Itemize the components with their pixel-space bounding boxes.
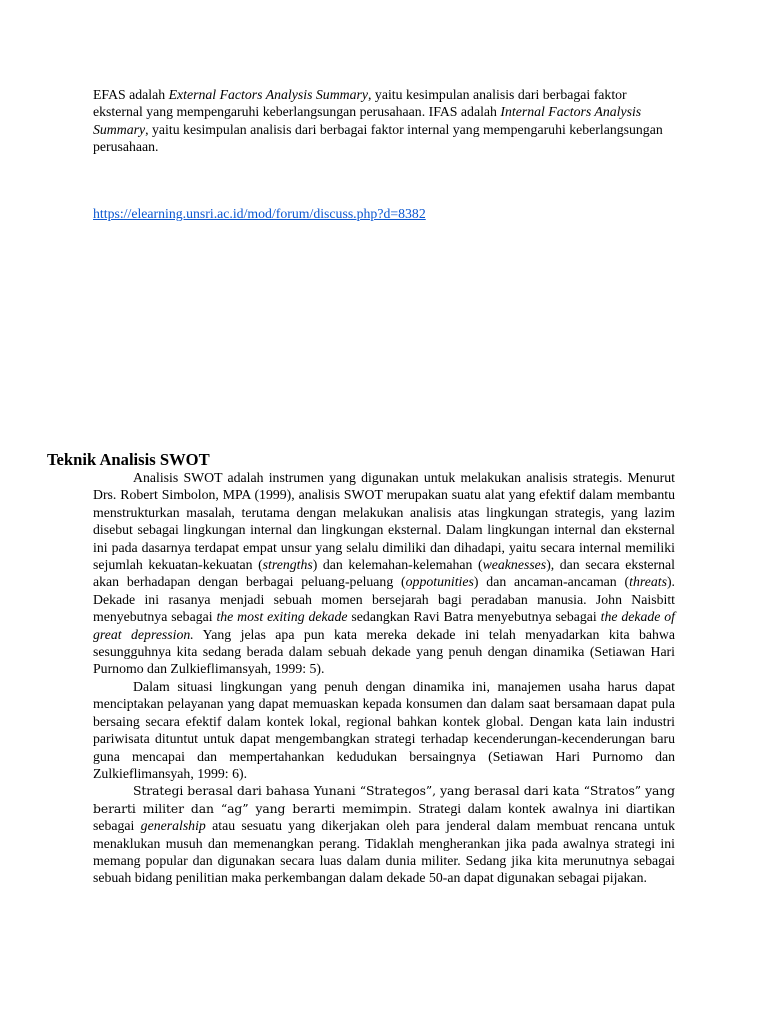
term-threats: threats (629, 574, 667, 590)
p1-text-6: sedangkan Ravi Batra menyebutnya sebagai (347, 609, 601, 625)
p1-text-7: Yang jelas apa pun kata mereka dekade ini telah menyadarkan kita bahwa sesungguhnya kita sedang berada dalam sebuah dekade yang penuh dengan dinamika (Setiawan Hari Purnomo dan Zulkieflimansyah, 1999: 5). (93, 626, 675, 677)
term-strengths: strengths (262, 557, 313, 573)
section-body (93, 469, 675, 887)
p1-text-3: ), dan secara eksternal akan berhadapan dengan berbagai peluang-peluang ( (93, 557, 676, 590)
p3-text-2: Strategi dalam kontek awalnya ini diartikan sebagai (93, 800, 675, 834)
p3-text-3: atau sesuatu yang dikerjakan oleh para jenderal dalam membuat rencana untuk menaklukan musuh dan memenangkan perang. Tidaklah mengherankan jika pada awalnya strategi ini memang popular dan digunakan secara luas dalam dunia militer. Sedang jika kita merunutnya sebagai sebuah bidang penilitian maka perkembangan dalam dekade 50-an dapat digunakan sebagai pijakan. (93, 818, 675, 886)
section-heading: Teknik Analisis SWOT (47, 450, 210, 469)
source-link[interactable]: https://elearning.unsri.ac.id/mod/forum/discuss.php?d=8382 (93, 206, 426, 221)
p1-text-4: ) dan ancaman-ancaman ( (473, 574, 630, 590)
efas-ifas-paragraph (93, 86, 668, 156)
term-opportunities: oppotunities (405, 574, 474, 590)
term-weaknesses: weaknesses (482, 557, 547, 573)
paragraph-strategy-origin (93, 782, 675, 886)
ifas-term: Internal Factors Analysis Summary (93, 104, 642, 137)
term-generalship: generalship (140, 818, 206, 834)
efas-text-1: EFAS adalah (93, 87, 169, 102)
paragraph-dynamics: Dalam situasi lingkungan yang penuh dengan dinamika ini, manajemen usaha harus dapat menciptakan pelayanan yang dapat memuaskan kepada konsumen dan dalam saat bersamaan dapat pula bersaing secara efektif dalam kontek lokal, regional bahkan kontek global. Dengan kata lain industri pariwisata dituntut untuk dapat mengembangkan strategi terhadap kecenderungan-kecenderungan baru guna mencapai dan mempertahankan kedudukan bersaingnya (Setiawan Hari Purnomo dan Zulkieflimansyah, 1999: 6). (93, 678, 675, 781)
efas-text-3: , yaitu kesimpulan analisis dari berbagai faktor internal yang mempengaruhi keberlangsungan perusahaan. (93, 121, 663, 155)
efas-term: External Factors Analysis Summary (168, 87, 369, 102)
quote-naisbitt: the most exiting dekade (216, 609, 348, 625)
p1-text-2: ) dan kelemahan-kelemahan ( (312, 557, 483, 573)
quote-batra: the dekade of great depression. (93, 609, 675, 642)
p1-text-5: ). Dekade ini rasanya menjadi sebuah momen bersejarah bagi peradaban manusia. John Naisbitt menyebutnya sebagai (93, 574, 675, 625)
paragraph-swot-definition (93, 469, 675, 678)
efas-text-2: , yaitu kesimpulan analisis dari berbagai faktor eksternal yang mempengaruhi keberlangsungan perusahaan. IFAS adalah (93, 87, 627, 120)
p1-text-1: Analisis SWOT adalah instrumen yang digunakan untuk melakukan analisis strategis. Menurut Drs. Robert Simbolon, MPA (1999), analisis SWOT merupakan suatu alat yang efektif dalam membantu menstrukturkan masalah, terutama dengan melakukan analisis atas lingkungan strategis, yang lazim disebut sebagai lingkungan internal dan lingkungan eksternal. Dalam lingkungan internal dan eksternal ini pada dasarnya terdapat empat unsur yang selalu dimiliki dan dihadapi, yaitu secara internal memiliki sejumlah kekuatan-kekuatan ( (93, 470, 675, 573)
p3-text-1: Strategi berasal dari bahasa Yunani “Strategos”, yang berasal dari kata “Stratos” yang berarti militer dan “ag” yang berarti memimpin. (93, 783, 675, 816)
